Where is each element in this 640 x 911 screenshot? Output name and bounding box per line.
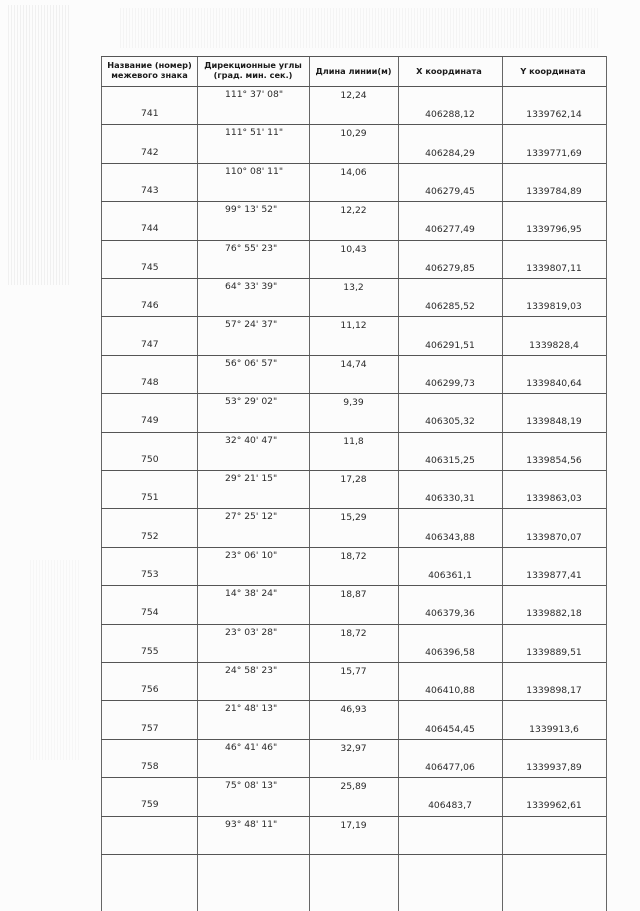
table-hline	[101, 86, 606, 87]
angle-cell: 99° 13' 52"	[225, 204, 278, 216]
table-hline	[101, 432, 606, 433]
length-cell: 15,29	[340, 512, 367, 524]
y-cell: 1339863,03	[526, 493, 582, 505]
table-hline	[101, 585, 606, 586]
point-name-cell: 751	[141, 492, 159, 504]
x-cell: 406277,49	[425, 224, 475, 236]
table-hline	[101, 700, 606, 701]
angle-cell: 93° 48' 11"	[225, 818, 278, 830]
coordinates-table	[101, 56, 606, 911]
table-hline	[101, 355, 606, 356]
angle-cell: 56° 06' 57"	[225, 357, 278, 369]
x-cell: 406410,88	[425, 685, 475, 697]
point-name-cell: 757	[141, 722, 159, 734]
y-cell: 1339854,56	[526, 454, 582, 466]
point-name-cell: 750	[141, 453, 159, 465]
point-name-cell: 759	[141, 799, 159, 811]
point-name-cell: 741	[141, 108, 159, 120]
table-hline	[101, 393, 606, 394]
scan-noise-top	[120, 8, 600, 48]
x-cell: 406361,1	[428, 570, 472, 581]
length-cell: 15,77	[340, 666, 367, 677]
x-cell: 406330,31	[425, 493, 475, 505]
table-hline	[101, 470, 606, 471]
length-cell: 18,72	[340, 627, 367, 639]
table-hline	[101, 739, 606, 740]
header-angles: Дирекционные углы (град. мин. сек.)	[204, 60, 302, 80]
angle-cell: 23° 06' 10"	[225, 549, 278, 561]
table-vline	[502, 56, 503, 911]
length-cell: 11,8	[343, 435, 364, 447]
length-cell: 12,24	[340, 90, 367, 101]
point-name-cell: 754	[141, 607, 159, 619]
length-cell: 17,28	[340, 474, 367, 485]
x-cell: 406483,7	[428, 800, 472, 812]
length-cell: 9,39	[343, 397, 364, 409]
angle-cell: 53° 29' 02"	[225, 396, 278, 408]
table-hline	[101, 816, 606, 817]
point-name-cell: 755	[141, 645, 159, 657]
table-hline	[101, 316, 606, 317]
x-cell: 406343,88	[425, 531, 475, 543]
angle-cell: 110° 08' 11"	[225, 165, 284, 177]
point-name-cell: 753	[141, 569, 159, 580]
length-cell: 10,29	[340, 128, 367, 140]
point-name-cell: 752	[141, 530, 159, 542]
table-hline	[101, 240, 606, 241]
scan-noise-left-2	[30, 560, 80, 760]
table-hline	[101, 201, 606, 202]
point-name-cell: 746	[141, 300, 159, 312]
x-cell: 406288,12	[425, 109, 475, 121]
angle-cell: 64° 33' 39"	[225, 281, 278, 292]
table-hline	[101, 662, 606, 663]
y-cell: 1339882,18	[526, 608, 582, 620]
angle-cell: 57° 24' 37"	[225, 319, 278, 331]
y-cell: 1339771,69	[526, 147, 582, 159]
y-cell: 1339762,14	[526, 109, 582, 121]
table-vline	[197, 56, 198, 911]
length-cell: 10,43	[340, 243, 367, 255]
table-hline	[101, 508, 606, 509]
angle-cell: 76° 55' 23"	[225, 242, 278, 254]
x-cell: 406454,45	[425, 723, 475, 735]
y-cell: 1339962,61	[526, 800, 582, 812]
table-vline	[398, 56, 399, 911]
x-cell: 406396,58	[425, 646, 475, 658]
point-name-cell: 748	[141, 377, 159, 388]
x-cell: 406284,29	[425, 147, 475, 159]
x-cell: 406305,32	[425, 416, 475, 428]
table-vline	[101, 56, 102, 911]
table-hline	[101, 624, 606, 625]
angle-cell: 29° 21' 15"	[225, 473, 278, 484]
header-y: Y координата	[520, 66, 586, 76]
length-cell: 32,97	[340, 742, 367, 754]
y-cell: 1339848,19	[526, 416, 582, 428]
length-cell: 14,06	[340, 166, 367, 178]
y-cell: 1339889,51	[526, 646, 582, 658]
header-x: X координата	[416, 66, 482, 76]
angle-cell: 27° 25' 12"	[225, 511, 278, 523]
x-cell: 406279,85	[425, 262, 475, 274]
length-cell: 12,22	[340, 205, 367, 217]
y-cell: 1339784,89	[526, 186, 582, 197]
x-cell: 406299,73	[425, 378, 475, 389]
table-hline	[101, 278, 606, 279]
table-hline	[101, 854, 606, 855]
length-cell: 18,87	[340, 589, 367, 601]
length-cell: 11,12	[340, 320, 367, 332]
table-vline	[606, 56, 607, 911]
angle-cell: 32° 40' 47"	[225, 434, 278, 446]
table-hline	[101, 124, 606, 125]
x-cell: 406315,25	[425, 454, 475, 466]
angle-cell: 111° 37' 08"	[225, 89, 284, 100]
y-cell: 1339898,17	[526, 685, 582, 697]
point-name-cell: 743	[141, 185, 159, 196]
x-cell: 406285,52	[425, 301, 475, 313]
point-name-cell: 749	[141, 415, 159, 427]
table-hline	[101, 56, 606, 57]
angle-cell: 46° 41' 46"	[225, 741, 278, 753]
point-name-cell: 745	[141, 261, 159, 273]
x-cell: 406477,06	[425, 762, 475, 773]
length-cell: 18,72	[340, 550, 367, 562]
length-cell: 13,2	[343, 282, 364, 293]
angle-cell: 75° 08' 13"	[225, 780, 278, 792]
angle-cell: 24° 58' 23"	[225, 665, 278, 676]
y-cell: 1339913,6	[529, 723, 579, 735]
table-hline	[101, 777, 606, 778]
x-cell: 406279,45	[425, 186, 475, 197]
y-cell: 1339796,95	[526, 224, 582, 236]
x-cell: 406291,51	[425, 339, 475, 351]
length-cell: 14,74	[340, 358, 367, 370]
angle-cell: 111° 51' 11"	[225, 127, 284, 139]
point-name-cell: 744	[141, 223, 159, 235]
length-cell: 25,89	[340, 781, 367, 793]
table-hline	[101, 163, 606, 164]
header-name: Название (номер) межевого знака	[107, 60, 192, 80]
header-length: Длина линии(м)	[315, 66, 392, 76]
y-cell: 1339937,89	[526, 762, 582, 773]
x-cell: 406379,36	[425, 608, 475, 620]
angle-cell: 23° 03' 28"	[225, 626, 278, 638]
length-cell: 46,93	[340, 704, 367, 716]
y-cell: 1339870,07	[526, 531, 582, 543]
scan-noise-left	[8, 5, 70, 285]
y-cell: 1339877,41	[526, 570, 582, 581]
point-name-cell: 747	[141, 338, 159, 350]
y-cell: 1339807,11	[526, 262, 582, 274]
angle-cell: 21° 48' 13"	[225, 703, 278, 715]
point-name-cell: 756	[141, 684, 159, 696]
length-cell: 17,19	[340, 819, 367, 831]
point-name-cell: 742	[141, 146, 159, 158]
y-cell: 1339819,03	[526, 301, 582, 313]
y-cell: 1339840,64	[526, 378, 582, 389]
point-name-cell: 758	[141, 761, 159, 772]
angle-cell: 14° 38' 24"	[225, 588, 278, 600]
table-hline	[101, 547, 606, 548]
y-cell: 1339828,4	[529, 339, 579, 351]
